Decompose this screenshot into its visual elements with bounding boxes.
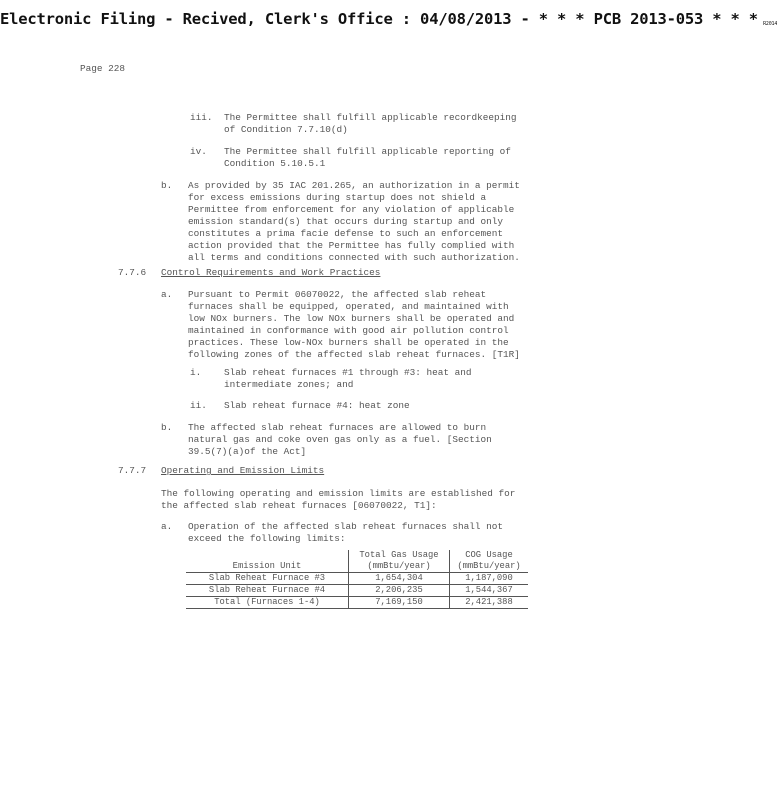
table-row bbox=[186, 573, 528, 585]
header-total-gas-usage: Total Gas Usage (mmBtu/year) bbox=[349, 550, 450, 573]
item-776aii-text: Slab reheat furnace #4: heat zone bbox=[224, 400, 410, 411]
table-row bbox=[186, 585, 528, 597]
table-header-row bbox=[186, 550, 528, 573]
cell-cog: 2,421,388 bbox=[450, 597, 529, 609]
section-777-number: 7.7.7 bbox=[118, 465, 147, 476]
item-777a-label: a. bbox=[161, 521, 173, 532]
item-776b-label: b. bbox=[161, 422, 173, 433]
item-iii-label: iii. bbox=[190, 112, 213, 123]
section-777-title: Operating and Emission Limits bbox=[161, 465, 325, 476]
item-b-label: b. bbox=[161, 180, 173, 191]
cell-total-gas: 7,169,150 bbox=[349, 597, 450, 609]
item-776a-text: Pursuant to Permit 06070022, the affected slab reheat furnaces shall be equipped, operated, and maintained with low NOx burners. The low NOx burners shall be operated and maintained in conformance with good air pollution control practices. These low-NOx burners shall be operated in the following zones of the affected slab reheat furnaces. [T1R] bbox=[188, 289, 520, 360]
item-777a-text: Operation of the affected slab reheat furnaces shall not exceed the following limits: bbox=[188, 521, 504, 544]
item-776ai-label: i. bbox=[190, 367, 202, 378]
table-row bbox=[186, 597, 528, 609]
cell-cog: 1,187,090 bbox=[450, 573, 529, 585]
item-iii-text: The Permittee shall fulfill applicable recordkeeping of Condition 7.7.10(d) bbox=[224, 112, 517, 135]
item-776aii-label: ii. bbox=[190, 400, 207, 411]
cell-total-gas: 1,654,304 bbox=[349, 573, 450, 585]
filing-banner-text: Electronic Filing - Recived, Clerk's Office : 04/08/2013 - * * * PCB 2013-053 * * * bbox=[0, 10, 758, 28]
item-776ai-text: Slab reheat furnaces #1 through #3: heat and intermediate zones; and bbox=[224, 367, 472, 390]
page-number: Page 228 bbox=[80, 63, 126, 74]
emission-limits-table bbox=[186, 550, 528, 609]
item-776a-label: a. bbox=[161, 289, 173, 300]
cell-unit: Total (Furnaces 1-4) bbox=[186, 597, 349, 609]
cell-unit: Slab Reheat Furnace #3 bbox=[186, 573, 349, 585]
cell-cog: 1,544,367 bbox=[450, 585, 529, 597]
item-iv-text: The Permittee shall fulfill applicable reporting of Condition 5.10.5.1 bbox=[224, 146, 511, 169]
header-cog-usage: COG Usage (mmBtu/year) bbox=[457, 550, 521, 571]
filing-banner-tag: R2014 bbox=[763, 21, 777, 27]
item-iv-label: iv. bbox=[190, 146, 207, 157]
cell-unit: Slab Reheat Furnace #4 bbox=[186, 585, 349, 597]
cell-total-gas: 2,206,235 bbox=[349, 585, 450, 597]
item-b-text: As provided by 35 IAC 201.265, an authorization in a permit for excess emissions during startup does not shield a Permittee from enforcement for any violation of applicable emission standard(s) that occurs during startup and only constitutes a prima facie defense to such an enforcement action provided that the Permittee has fully complied with all terms and conditions connected with such authorization. bbox=[188, 180, 520, 263]
header-emission-unit: Emission Unit bbox=[186, 550, 349, 573]
section-776-number: 7.7.6 bbox=[118, 267, 147, 278]
section-777-paragraph: The following operating and emission limits are established for the affected slab reheat furnaces [06070022, T1]: bbox=[161, 488, 516, 511]
section-776-title: Control Requirements and Work Practices bbox=[161, 267, 381, 278]
item-776b-text: The affected slab reheat furnaces are allowed to burn natural gas and coke oven gas only as a fuel. [Section 39.5(7)(a)of the Act] bbox=[188, 422, 492, 457]
filing-banner bbox=[0, 10, 777, 28]
